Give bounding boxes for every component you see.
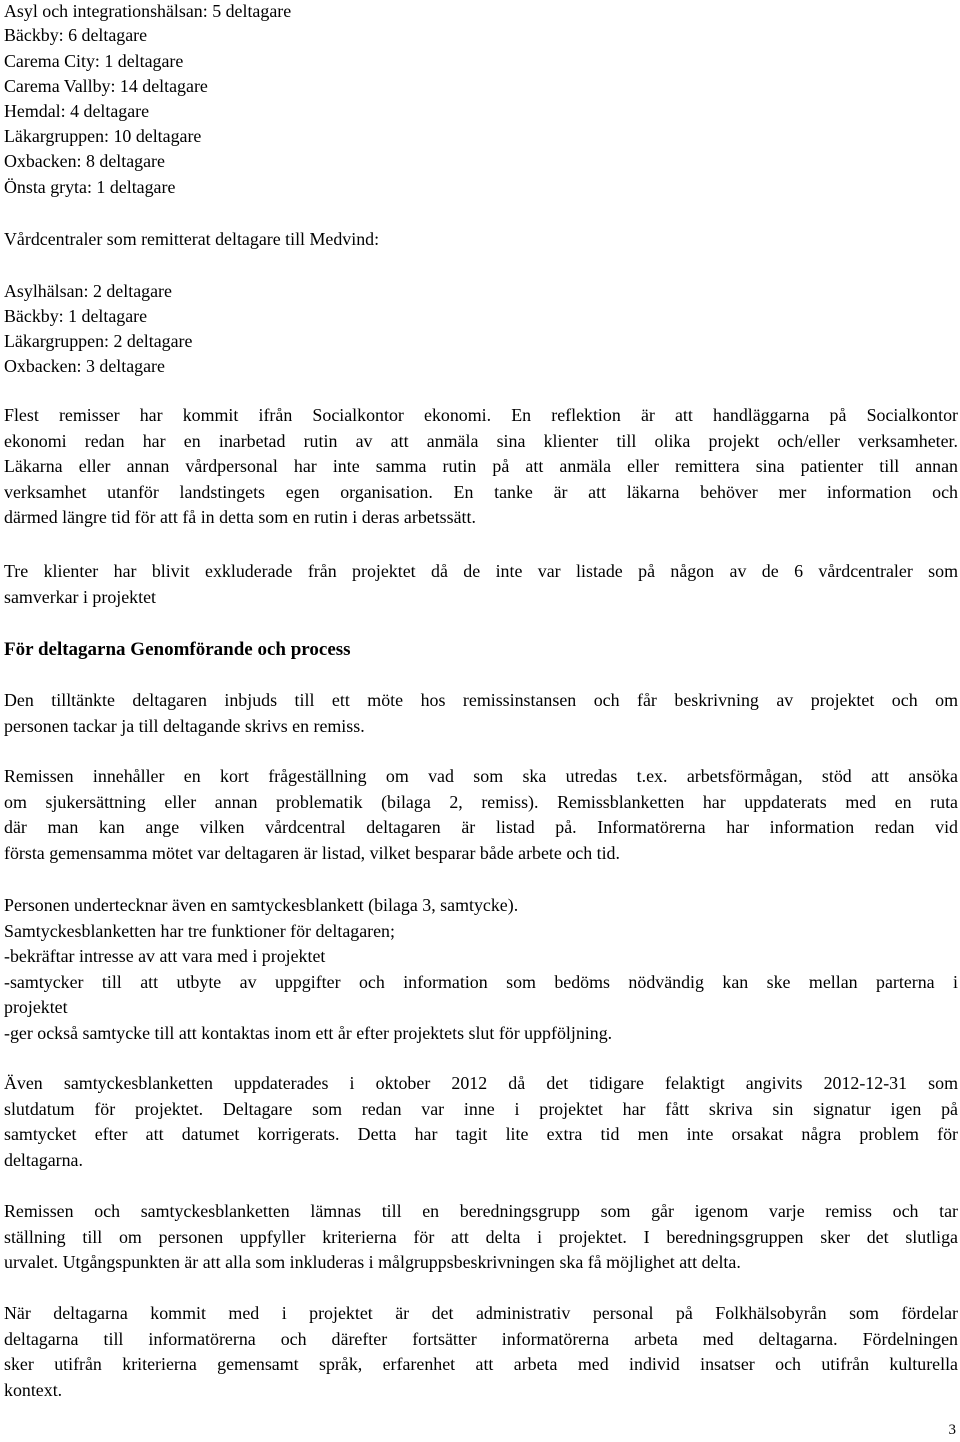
paragraph xyxy=(4,1199,958,1276)
list-item: Önsta gryta: 1 deltagare xyxy=(4,177,176,197)
paragraph-line: -ger också samtycke till att kontaktas inom ett år efter projektets slut för uppföljning. xyxy=(4,1022,613,1043)
paragraph-line: första gemensamma mötet var deltagaren är listad, vilket besparar både arbete och tid. xyxy=(4,842,620,863)
paragraph xyxy=(4,1071,958,1173)
paragraph-line: -bekräftar intresse av att vara med i projektet xyxy=(4,946,326,967)
paragraph-line: Läkarna eller annan vårdpersonal har inte samma rutin på att anmäla eller remittera sina patienter till annan xyxy=(4,456,958,477)
paragraph-line: samverkar i projektet xyxy=(4,586,157,607)
list-item: Hemdal: 4 deltagare xyxy=(4,101,150,121)
paragraph xyxy=(4,764,958,866)
paragraph-line: ekonomi redan har en inarbetad rutin av att anmäla sina klienter till olika projekt och/eller verksamheter. xyxy=(4,430,958,451)
list-item: Asylhälsan: 2 deltagare xyxy=(4,281,172,301)
paragraph-line: därmed längre tid för att få in detta som en rutin i deras arbetssätt. xyxy=(4,507,476,528)
list-item: Läkargruppen: 10 deltagare xyxy=(4,126,202,146)
paragraph-line: När deltagarna kommit med i projektet är det administrativ personal på Folkhälsobyrån som fördelar xyxy=(4,1303,958,1323)
paragraph-line: kontext. xyxy=(4,1379,63,1400)
paragraph-line: Remissen och samtyckesblanketten lämnas till en beredningsgrupp som går igenom varje remiss och tar xyxy=(4,1201,958,1221)
paragraph-line: samtycket efter att datumet korrigerats. Detta har tagit lite extra tid men inte orsakat några problem för xyxy=(4,1124,958,1145)
section-heading: För deltagarna Genomförande och process xyxy=(4,639,351,660)
list-item: Bäckby: 1 deltagare xyxy=(4,306,148,326)
paragraph-line: Remissen innehåller en kort frågeställning om vad som ska utredas t.ex. arbetsförmågan, stöd att ansöka xyxy=(4,766,958,786)
paragraph-line: -samtycker till att utbyte av uppgifter och information som bedöms nödvändig kan ske mellan parterna i xyxy=(4,971,958,992)
paragraph-line: Flest remisser har kommit ifrån Socialkontor ekonomi. En reflektion är att handläggarna på Socialkontor xyxy=(4,405,958,425)
page-number: 3 xyxy=(948,1422,956,1438)
paragraph-line: Även samtyckesblanketten uppdaterades i oktober 2012 då det tidigare felaktigt angivits 2012-12-31 som xyxy=(4,1073,958,1093)
paragraph-line: personen tackar ja till deltagande skrivs en remiss. xyxy=(4,715,365,736)
paragraph-line: deltagarna till informatörerna och därefter fortsätter informatörerna arbeta med deltagarna. Fördelningen xyxy=(4,1328,958,1349)
paragraph-line: Personen undertecknar även en samtyckesblankett (bilaga 3, samtycke). xyxy=(4,895,519,915)
list-item: Carema Vallby: 14 deltagare xyxy=(4,76,208,96)
paragraph xyxy=(4,688,958,739)
list-item: Oxbacken: 3 deltagare xyxy=(4,356,165,376)
list-item: Bäckby: 6 deltagare xyxy=(4,25,148,45)
paragraph-line: där man kan ange vilken vårdcentral deltagaren är listad på. Informatörerna har information redan vid xyxy=(4,817,958,838)
list-item: Oxbacken: 8 deltagare xyxy=(4,151,165,171)
list-item: Carema City: 1 deltagare xyxy=(4,51,184,71)
list-heading: Vårdcentraler som remitterat deltagare till Medvind: xyxy=(4,229,380,249)
paragraph-line: slutdatum för projektet. Deltagare som redan var inne i projektet har fått skriva sin signatur igen på xyxy=(4,1098,958,1119)
paragraph-line: deltagarna. xyxy=(4,1149,83,1170)
paragraph-line: Den tilltänkte deltagaren inbjuds till ett möte hos remissinstansen och får beskrivning av projektet och om xyxy=(4,690,958,710)
paragraph xyxy=(4,559,958,610)
paragraph xyxy=(4,893,958,1047)
paragraph xyxy=(4,1301,958,1403)
paragraph-line: verksamhet utanför landstingets egen organisation. En tanke är att läkarna behöver mer information och xyxy=(4,481,958,502)
paragraph xyxy=(4,403,958,531)
list-item: Läkargruppen: 2 deltagare xyxy=(4,331,193,351)
paragraph-line: ställning till om personen uppfyller kriterierna för att delta i projektet. I beredningsgruppen sker det slutliga xyxy=(4,1226,958,1247)
list-item: Asyl och integrationshälsan: 5 deltagare xyxy=(4,1,292,21)
paragraph-line: Samtyckesblanketten har tre funktioner för deltagaren; xyxy=(4,920,395,941)
paragraph-line: om sjukersättning eller annan problematik (bilaga 2, remiss). Remissblanketten har uppdaterats med en ruta xyxy=(4,791,958,812)
paragraph-line: urvalet. Utgångspunkten är att alla som inkluderas i målgruppsbeskrivningen ska få möjlighet att delta. xyxy=(4,1252,741,1273)
paragraph-line: Tre klienter har blivit exkluderade från projektet då de inte var listade på någon av de 6 vårdcentraler som xyxy=(4,561,958,581)
paragraph-line: sker utifrån kriterierna gemensamt språk, erfarenhet att arbeta med individ insatser och utifrån kulturella xyxy=(4,1354,958,1375)
paragraph-line: projektet xyxy=(4,997,68,1018)
